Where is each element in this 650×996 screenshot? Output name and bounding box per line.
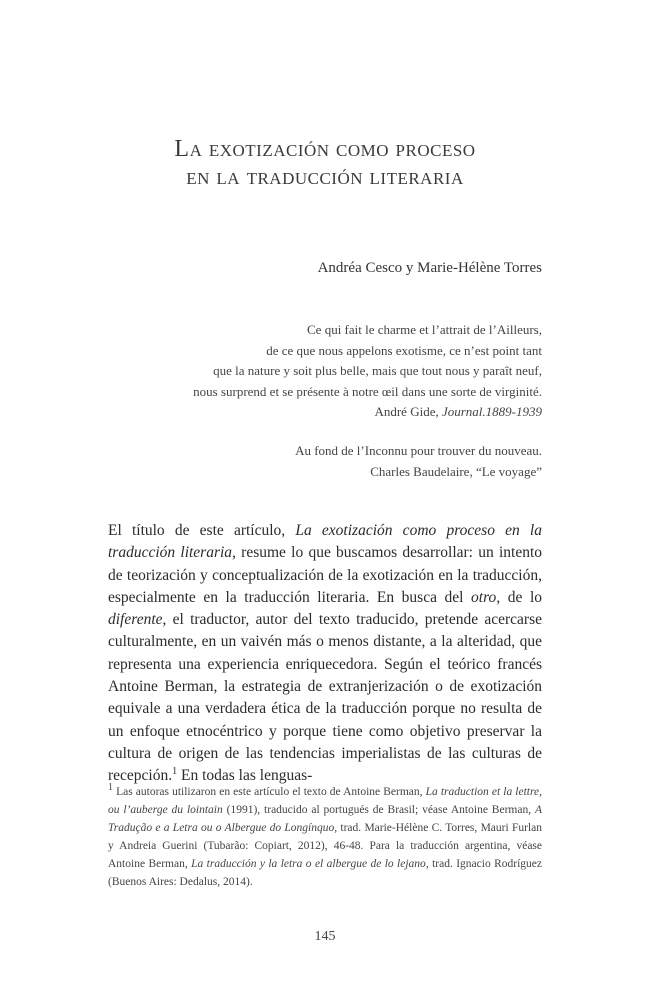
text-run: , el traductor, autor del texto traducido, pretende acercarse culturalmente, en un vaivén más o menos distante, a la alteridad, que representa una experiencia enriquecedora. Según el teórico francés Antoine Berman, la estrategia de extranjerización o de exotización equivale a una verdadera ética de la traducción porque no resulta de un enfoque etnocéntrico y porque tiene como objetivo preservar la cultura de origen de las tendencias imperialistas de las culturas de recepción.	[108, 611, 542, 785]
epigraph-line: Au fond de l’Inconnu pour trouver du nouveau.	[295, 443, 542, 458]
text-run: En todas las lenguas-	[177, 767, 313, 785]
chapter-title-line-2: en la traducción literaria	[186, 164, 464, 190]
epigraph-attribution	[122, 402, 542, 423]
page-number: 145	[314, 929, 336, 944]
cited-title: A Tradução e a Letra ou o Albergue do Longínquo	[108, 804, 543, 834]
italic-term: diferente	[108, 611, 163, 629]
text-run: , trad. Ignacio Rodríguez (Buenos Aires: Dedalus, 2014).	[108, 858, 542, 888]
footnote-number: 1	[108, 782, 113, 794]
text-run: , trad. Marie-Hélène C. Torres, Mauri Furlan y Andreia Guerini (Tubarão: Copiart, 2012), 46-48. Para la traducción argentina, véase Antoine Berman,	[108, 822, 542, 870]
attribution-work: Journal.1889-1939	[441, 404, 542, 419]
paragraph-1	[108, 520, 542, 788]
epigraph-line: nous surprend et se présente à notre œil dans une sorte de virginité.	[193, 383, 542, 399]
epigraph-line: que la nature y soit plus belle, mais que tout nous y paraît neuf,	[213, 363, 542, 378]
cited-title: La traducción y la letra o el albergue de lo lejano	[191, 858, 426, 870]
footnote-reference[interactable]: 1	[172, 766, 178, 778]
article-title-italic: La exotización como proceso en la traducción literaria	[108, 522, 542, 562]
text-run: , resume lo que buscamos desarrollar: un intento de teorización y conceptualización de la exotización en la traducción, especialmente en la traducción literaria. En busca del	[108, 544, 542, 606]
authors: Andréa Cesco y Marie-Hélène Torres	[317, 260, 542, 276]
chapter-title-line-1: La exotización como proceso	[174, 136, 476, 162]
cited-title: La traduction et la lettre, ou l’auberge du lointain	[108, 786, 542, 816]
text-run: El título de este artículo,	[108, 522, 296, 539]
epigraph-gide	[122, 320, 542, 423]
epigraph-line: de ce que nous appelons exotisme, ce n’est point tant	[266, 342, 542, 358]
italic-term: otro	[471, 588, 497, 606]
text-run: Las autoras utilizaron en este artículo el texto de Antoine Berman,	[113, 786, 426, 798]
epigraph-attribution: Charles Baudelaire, “Le voyage”	[370, 463, 542, 479]
attribution-author: André Gide,	[374, 404, 442, 419]
chapter-title	[0, 135, 650, 191]
footnote	[108, 783, 542, 891]
text-run: , de lo	[496, 588, 543, 606]
body-paragraph	[108, 520, 542, 788]
epigraph-baudelaire	[122, 441, 542, 482]
text-run: (1991), traducido al portugués de Brasil; véase Antoine Berman,	[222, 804, 535, 816]
footnote-1	[108, 783, 542, 891]
epigraph-line: Ce qui fait le charme et l’attrait de l’Ailleurs,	[307, 322, 542, 337]
